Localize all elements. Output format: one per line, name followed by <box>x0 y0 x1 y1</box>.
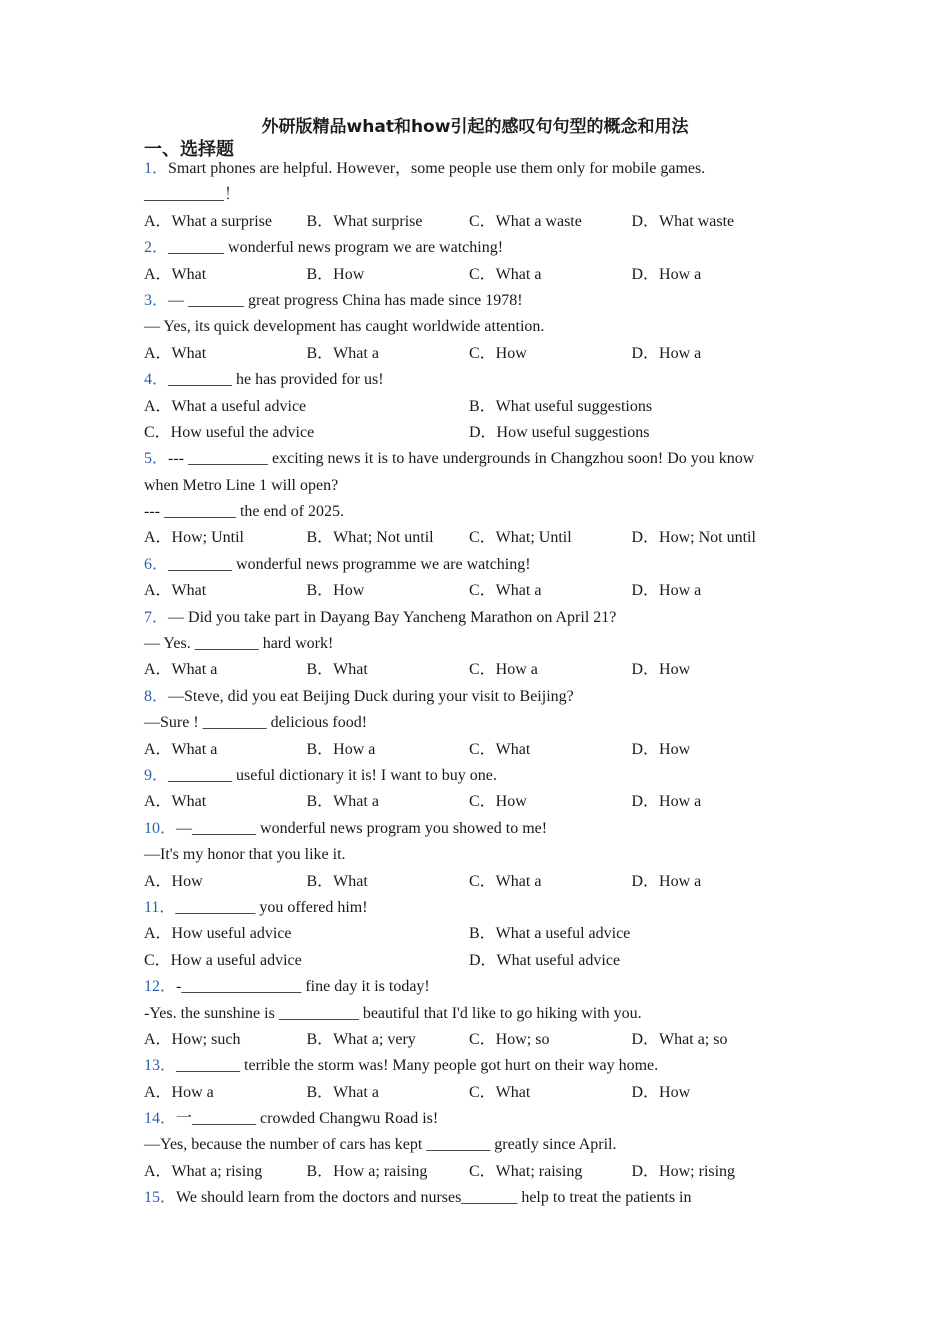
option-a[interactable]: A．What a <box>144 661 218 679</box>
question-stem: 1．Smart phones are helpful. However，some people use them only for mobile games. <box>144 160 706 177</box>
option-d[interactable]: D．What useful advice <box>469 951 621 969</box>
option-d[interactable]: D．How <box>631 661 691 679</box>
option-b[interactable]: B．What surprise <box>306 212 423 230</box>
question <box>144 1185 794 1211</box>
option-c[interactable]: C．How a <box>469 661 538 679</box>
question <box>144 288 794 367</box>
question-number: 14． <box>144 1110 177 1128</box>
question <box>144 684 794 763</box>
option-d[interactable]: D．How; rising <box>631 1162 736 1180</box>
question-stem-line: -Yes. the sunshine is __________ beautiful that I'd like to go hiking with you. <box>144 1004 642 1022</box>
option-a[interactable]: A．What <box>144 344 207 362</box>
option-b[interactable]: B．What <box>306 661 368 679</box>
option-b[interactable]: B．What a <box>306 344 379 362</box>
option-b[interactable]: B．How <box>306 265 365 283</box>
option-b[interactable]: B．What a useful advice <box>469 925 631 943</box>
option-a[interactable]: A．What <box>144 793 207 811</box>
option-d[interactable]: D．How <box>631 1083 691 1101</box>
option-a[interactable]: A．What a surprise <box>144 212 272 230</box>
option-b[interactable]: B．What useful suggestions <box>469 397 653 415</box>
question-stem-line: —It's my honor that you like it. <box>144 846 346 864</box>
options-row <box>144 789 794 815</box>
option-c[interactable]: C．What a <box>469 265 542 283</box>
question-stem: 12．-_______________ fine day it is today! <box>144 978 430 996</box>
question <box>144 763 794 816</box>
question-number: 15． <box>144 1189 177 1207</box>
question-stem-line: —Sure ! ________ delicious food! <box>144 714 368 732</box>
document-title: 外研版精品what和how引起的感叹句句型的概念和用法 <box>261 117 689 137</box>
option-a[interactable]: A．What a useful advice <box>144 397 307 415</box>
question-stem-line: — Yes. ________ hard work! <box>144 635 334 653</box>
option-b[interactable]: B．What <box>306 872 368 890</box>
question <box>144 446 794 552</box>
question <box>144 895 794 974</box>
question-stem: 7．— Did you take part in Dayang Bay Yancheng Marathon on April 21? <box>144 608 617 626</box>
option-d[interactable]: D．How useful suggestions <box>469 423 650 441</box>
question-number: 4． <box>144 371 169 389</box>
option-d[interactable]: D．What waste <box>631 212 735 230</box>
option-c[interactable]: C．How <box>469 344 527 362</box>
option-b[interactable]: B．What; Not until <box>306 529 434 547</box>
option-a[interactable]: A．How useful advice <box>144 925 292 943</box>
question-number: 3． <box>144 291 169 309</box>
option-c[interactable]: C．How a useful advice <box>144 951 302 969</box>
option-a[interactable]: A．How; Until <box>144 529 245 547</box>
option-d[interactable]: D．What a; so <box>631 1030 728 1048</box>
question-stem: 13．________ terrible the storm was! Many people got hurt on their way home. <box>144 1057 659 1075</box>
options-row <box>144 341 794 367</box>
option-d[interactable]: D．How a <box>631 265 702 283</box>
question-stem-line: when Metro Line 1 will open? <box>144 476 339 494</box>
options-row <box>144 921 794 947</box>
option-d[interactable]: D．How <box>631 740 691 758</box>
options-row <box>144 737 794 763</box>
question-number: 12． <box>144 978 177 996</box>
question <box>144 1053 794 1106</box>
question <box>144 235 794 288</box>
option-c[interactable]: C．What a waste <box>469 212 582 230</box>
question-stem: 10．—________ wonderful news program you showed to me! <box>144 819 548 837</box>
option-d[interactable]: D．How a <box>631 344 702 362</box>
question-list <box>144 156 794 1212</box>
option-b[interactable]: B．What a <box>306 793 379 811</box>
question-stem: 6．________ wonderful news programme we are watching! <box>144 555 531 573</box>
option-c[interactable]: C．What <box>469 740 531 758</box>
option-c[interactable]: C．What; Until <box>469 529 572 547</box>
option-b[interactable]: B．How <box>306 582 365 600</box>
option-c[interactable]: C．What <box>469 1083 531 1101</box>
options-row <box>144 420 794 446</box>
question-number: 9． <box>144 766 169 784</box>
option-d[interactable]: D．How a <box>631 872 702 890</box>
options-row <box>144 869 794 895</box>
question-number: 8． <box>144 687 169 705</box>
options-row <box>144 657 794 683</box>
options-row <box>144 1080 794 1106</box>
question-number: 13． <box>144 1057 177 1075</box>
option-b[interactable]: B．What a <box>306 1083 379 1101</box>
option-a[interactable]: A．What a; rising <box>144 1162 263 1180</box>
option-d[interactable]: D．How a <box>631 582 702 600</box>
option-a[interactable]: A．What <box>144 582 207 600</box>
question-stem: 2．_______ wonderful news program we are watching! <box>144 239 504 257</box>
options-row <box>144 209 794 235</box>
question-number: 10． <box>144 819 177 837</box>
question-number: 6． <box>144 555 169 573</box>
question-stem-line: __________！ <box>144 186 241 204</box>
option-d[interactable]: D．How; Not until <box>631 529 756 547</box>
question-stem: 3．— _______ great progress China has made since 1978! <box>144 291 523 309</box>
question-number: 11． <box>144 898 176 916</box>
question-stem: 15．We should learn from the doctors and nurses_______ help to treat the patients in <box>144 1189 692 1207</box>
option-b[interactable]: B．What a; very <box>306 1030 416 1048</box>
question-stem: 14．一________ crowded Changwu Road is! <box>144 1110 439 1128</box>
option-b[interactable]: B．How a; raising <box>306 1162 428 1180</box>
option-c[interactable]: C．What a <box>469 872 542 890</box>
options-row <box>144 262 794 288</box>
section-heading: 一、选择题 <box>144 139 234 160</box>
options-row <box>144 394 794 420</box>
question <box>144 1106 794 1185</box>
question-stem: 8．—Steve, did you eat Beijing Duck during your visit to Beijing? <box>144 687 574 705</box>
question <box>144 974 794 1053</box>
question-stem-line: --- _________ the end of 2025. <box>144 503 344 521</box>
question <box>144 552 794 605</box>
option-c[interactable]: C．What a <box>469 582 542 600</box>
option-a[interactable]: A．How <box>144 872 203 890</box>
question <box>144 156 794 235</box>
option-d[interactable]: D．How a <box>631 793 702 811</box>
option-a[interactable]: A．How a <box>144 1083 214 1101</box>
option-b[interactable]: B．How a <box>306 740 376 758</box>
question-stem: 4．________ he has provided for us! <box>144 371 384 389</box>
option-a[interactable]: A．What a <box>144 740 218 758</box>
question-stem: 11．__________ you offered him! <box>144 898 368 916</box>
question-stem: 9．________ useful dictionary it is! I want to buy one. <box>144 766 497 784</box>
option-c[interactable]: C．What; raising <box>469 1162 583 1180</box>
option-c[interactable]: C．How; so <box>469 1030 550 1048</box>
question-number: 1． <box>144 160 169 177</box>
options-row <box>144 948 794 974</box>
question-stem: 5．--- __________ exciting news it is to have undergrounds in Changzhou soon! Do you know <box>144 450 755 468</box>
options-row <box>144 1027 794 1053</box>
options-row <box>144 1159 794 1185</box>
question <box>144 605 794 684</box>
option-c[interactable]: C．How <box>469 793 527 811</box>
question-stem-line: — Yes, its quick development has caught worldwide attention. <box>144 318 545 336</box>
question <box>144 367 794 446</box>
option-a[interactable]: A．How; such <box>144 1030 241 1048</box>
question <box>144 816 794 895</box>
option-c[interactable]: C．How useful the advice <box>144 423 315 441</box>
question-number: 7． <box>144 608 169 626</box>
question-number: 2． <box>144 239 169 257</box>
options-row <box>144 578 794 604</box>
question-number: 5． <box>144 450 169 468</box>
question-stem-line: —Yes, because the number of cars has kept ________ greatly since April. <box>144 1136 617 1154</box>
option-a[interactable]: A．What <box>144 265 207 283</box>
options-row <box>144 525 794 551</box>
